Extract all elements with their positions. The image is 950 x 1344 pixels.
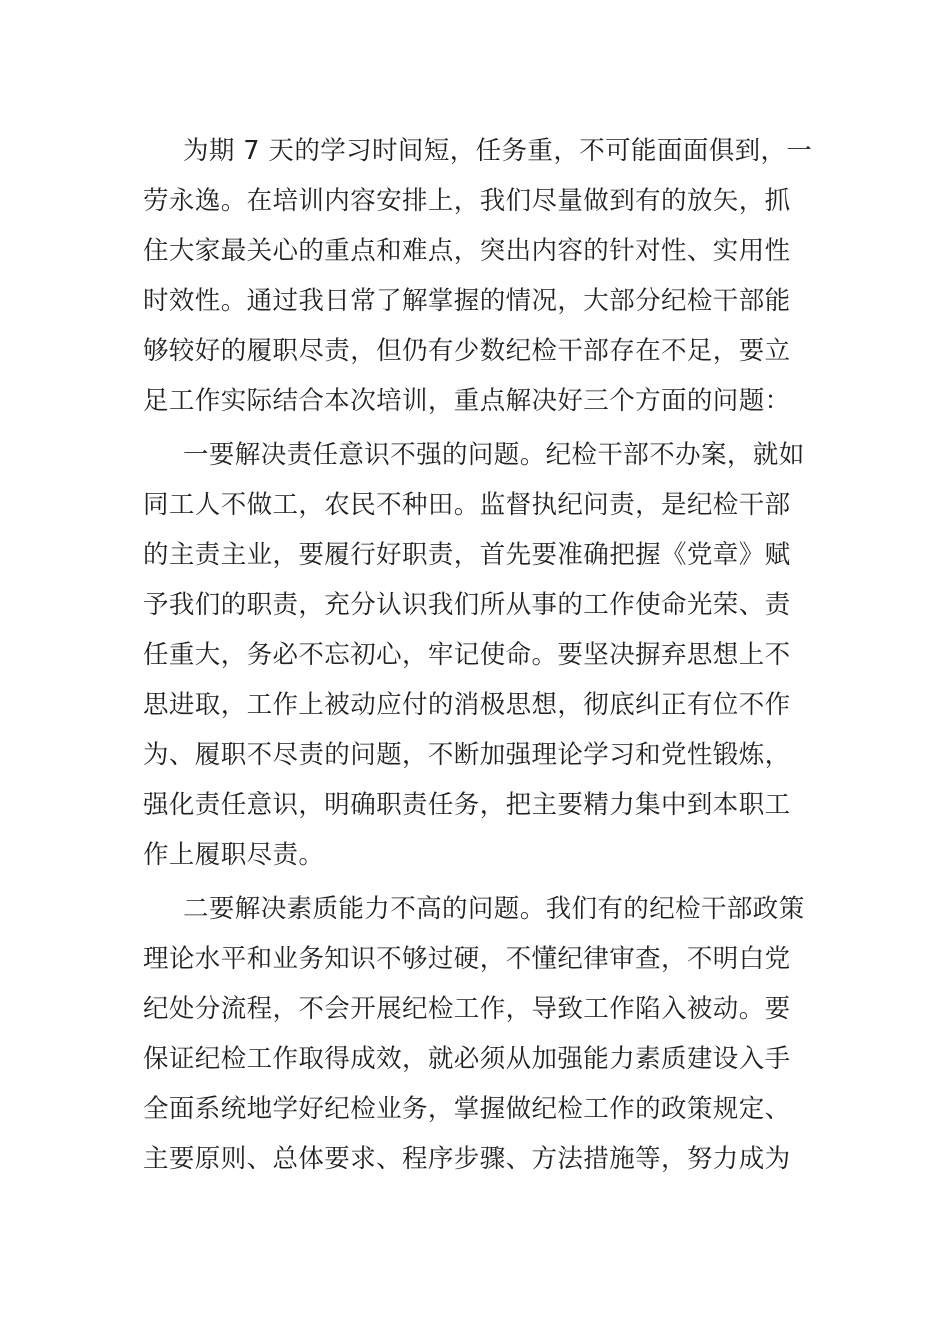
paragraph-intro [143,126,813,426]
text-line: 够较好的履职尽责，但仍有少数纪检干部存在不足，要立 [143,336,791,366]
text-line: 同工人不做工，农民不种田。监督执纪问责，是纪检干部 [143,490,791,520]
text-line: 思进取，工作上被动应付的消极思想，彻底纠正有位不作 [143,690,791,720]
text-line: 住大家最关心的重点和难点，突出内容的针对性、实用性 [143,236,791,266]
text-line: 保证纪检工作取得成效，就必须从加强能力素质建设入手 [143,1044,791,1074]
text-line: 一要解决责任意识不强的问题。纪检干部不办案，就如 [183,440,805,470]
text-line: 纪处分流程，不会开展纪检工作，导致工作陷入被动。要 [143,994,791,1024]
text-line: 主要原则、总体要求、程序步骤、方法措施等，努力成为 [143,1144,791,1174]
text-line: 的主责主业，要履行好职责，首先要准确把握《党章》赋 [143,540,791,570]
text-line: 作上履职尽责。 [143,840,325,870]
text-line: 二要解决素质能力不高的问题。我们有的纪检干部政策 [183,894,805,924]
text-line: 予我们的职责，充分认识我们所从事的工作使命光荣、责 [143,590,791,620]
document-body [143,126,813,1184]
text-line: 劳永逸。在培训内容安排上，我们尽量做到有的放矢，抓 [143,186,791,216]
text-line: 理论水平和业务知识不够过硬，不懂纪律审查，不明白党 [143,944,791,974]
text-line: 足工作实际结合本次培训，重点解决好三个方面的问题： [143,386,791,416]
text-line: 全面系统地学好纪检业务，掌握做纪检工作的政策规定、 [143,1094,791,1124]
paragraph-competence [143,884,807,1184]
text-line: 为期 7 天的学习时间短，任务重，不可能面面俱到，一 [183,136,813,166]
text-line: 任重大，务必不忘初心，牢记使命。要坚决摒弃思想上不 [143,640,791,670]
text-line: 为、履职不尽责的问题，不断加强理论学习和党性锻炼， [143,740,791,770]
paragraph-responsibility [143,430,807,880]
text-line: 时效性。通过我日常了解掌握的情况，大部分纪检干部能 [143,286,791,316]
text-line: 强化责任意识，明确职责任务，把主要精力集中到本职工 [143,790,791,820]
